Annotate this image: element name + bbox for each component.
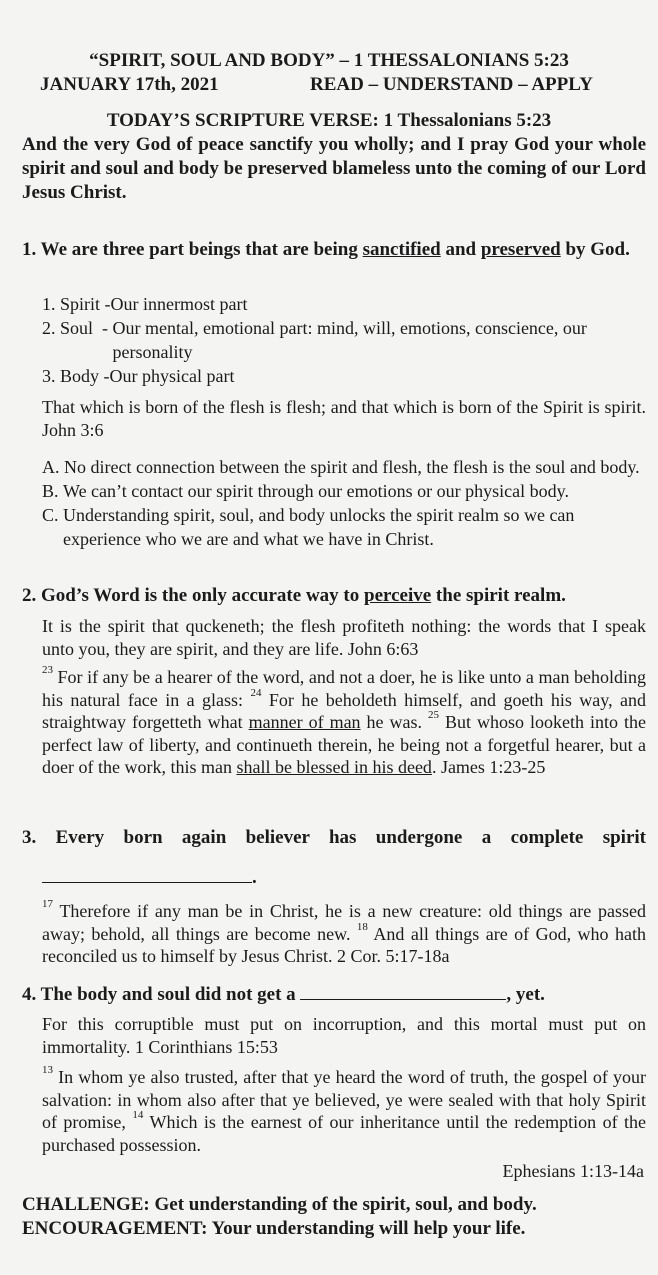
list-item-label: 3. Body - — [42, 366, 110, 386]
list-item-text: No direct connection between the spirit and flesh, the flesh is the soul and body. — [64, 457, 640, 477]
point-1-heading — [22, 238, 646, 262]
fill-in-blank[interactable] — [300, 983, 506, 1000]
encouragement-line: ENCOURAGEMENT: Your understanding will help your life. — [22, 1218, 526, 1239]
sub-points-list — [42, 455, 646, 551]
james-1-23-25-quote — [42, 666, 646, 779]
date-line: JANUARY 17th, 2021 — [40, 74, 219, 95]
list-item — [42, 364, 646, 388]
scripture-heading: TODAY’S SCRIPTURE VERSE: 1 Thessalonians 5:23 — [106, 110, 552, 131]
page-title: “SPIRIT, SOUL AND BODY” – 1 THESSALONIANS 5:23 — [89, 50, 569, 71]
verse-text: In whom ye also trusted, after that ye heard the word of truth, the gospel of your salvation: in whom also after that ye believed, ye were sealed with that holy Spirit of promise, — [42, 1067, 647, 1132]
point-number: 4. — [22, 984, 37, 1005]
point-1-text-mid: and — [440, 239, 481, 260]
verse-number: 24 — [250, 686, 262, 699]
point-2-underline-perceive: perceive — [364, 585, 432, 606]
verse-number: 14 — [132, 1109, 144, 1121]
point-4-text-end: , yet. — [506, 984, 545, 1005]
point-3-text: Every born again believer has undergone a complete spirit — [55, 827, 647, 848]
three-parts-list — [42, 292, 646, 388]
verse-number: 17 — [42, 898, 53, 910]
list-item-label: 1. Spirit - — [42, 294, 111, 314]
list-item-text: Our innermost part — [110, 294, 248, 314]
ephesians-reference: Ephesians 1:13-14a — [502, 1161, 644, 1181]
verse-underline: shall be blessed in his deed — [236, 757, 432, 777]
verse-number: 25 — [428, 709, 440, 721]
list-item — [42, 292, 646, 316]
ephesians-1-13-14-quote — [42, 1066, 646, 1156]
verse-text: Which is the earnest of our inheritance until the redemption of the purchased possession. — [42, 1112, 647, 1155]
point-number: 1. — [22, 239, 37, 260]
john-3-6-quote: That which is born of the flesh is flesh; and that which is born of the Spirit is spirit. John 3:6 — [42, 397, 646, 440]
verse-text: he was. — [360, 712, 423, 732]
verse-number: 18 — [356, 920, 368, 933]
list-item-label: C. — [42, 505, 64, 525]
challenge-line: CHALLENGE: Get understanding of the spirit, soul, and body. — [22, 1194, 537, 1215]
point-3-heading — [22, 826, 646, 850]
list-item — [42, 316, 646, 364]
verse-text: And all things are of God, who hath reconciled us to himself by Jesus Christ. 2 Cor. 5:17-18a — [42, 923, 646, 966]
verse-text: For if any be a hearer of the word, and not a doer, he is like unto a man beholding his natural face in a glass: — [42, 667, 646, 710]
motto-line: READ – UNDERSTAND – APPLY — [310, 74, 593, 95]
list-item — [42, 479, 646, 503]
scripture-text: And the very God of peace sanctify you wholly; and I pray God your whole spirit and soul and body be preserved blameless unto the coming of our Lord Jesus Christ. — [22, 134, 646, 203]
list-item-label: 2. Soul - — [42, 318, 113, 338]
verse-text: Therefore if any man be in Christ, he is a new creature: old things are passed away; behold, all things are become new. — [42, 901, 646, 944]
point-2-heading — [22, 584, 646, 608]
list-item-text: Our mental, emotional part: mind, will, emotions, conscience, our personality — [112, 318, 587, 362]
point-3-end: . — [252, 867, 257, 888]
point-4-text: The body and soul did not get a — [40, 984, 301, 1005]
list-item — [42, 503, 646, 551]
list-item — [42, 455, 646, 479]
list-item-text: We can’t contact our spirit through our emotions or our physical body. — [63, 481, 569, 501]
point-1-text: We are three part beings that are being — [40, 239, 363, 260]
verse-text: . James 1:23-25 — [431, 757, 546, 777]
list-item-label: B. — [42, 481, 64, 501]
list-item-text: Our physical part — [109, 366, 235, 386]
point-2-text: God’s Word is the only accurate way to — [41, 585, 364, 606]
2-cor-5-17-18-quote — [42, 900, 646, 968]
point-1-text-end: by God. — [560, 239, 630, 260]
verse-text: But whoso looketh into the perfect law of liberty, and continueth therein, he being not a forgetful hearer, but a doer of the work, this man — [42, 712, 647, 777]
point-4-heading — [22, 983, 646, 1007]
point-2-text-end: the spirit realm. — [431, 585, 566, 606]
list-item-text: Understanding spirit, soul, and body unlocks the spirit realm so we can experience who we are and what we have in Christ. — [63, 505, 575, 549]
list-item-label: A. — [42, 457, 64, 477]
point-number: 2. — [22, 585, 37, 606]
john-6-63-quote: It is the spirit that quckeneth; the flesh profiteth nothing: the words that I speak unto you, they are spirit, and they are life. John 6:63 — [42, 616, 646, 659]
verse-number: 23 — [42, 664, 53, 676]
point-3-blank-line — [22, 866, 646, 890]
verse-text: For he beholdeth himself, and goeth his way, and straightway forgetteth what — [42, 689, 647, 732]
point-number: 3. — [22, 827, 37, 848]
fill-in-blank[interactable] — [42, 866, 252, 883]
point-1-underline-preserved: preserved — [480, 239, 561, 260]
verse-underline: manner of man — [248, 712, 361, 732]
challenge-section — [22, 1193, 537, 1241]
1-cor-15-53-quote: For this corruptible must put on incorruption, and this mortal must put on immortality. 1 Corinthians 15:53 — [42, 1014, 646, 1057]
verse-number: 13 — [42, 1064, 53, 1076]
point-1-underline-sanctified: sanctified — [362, 239, 441, 260]
